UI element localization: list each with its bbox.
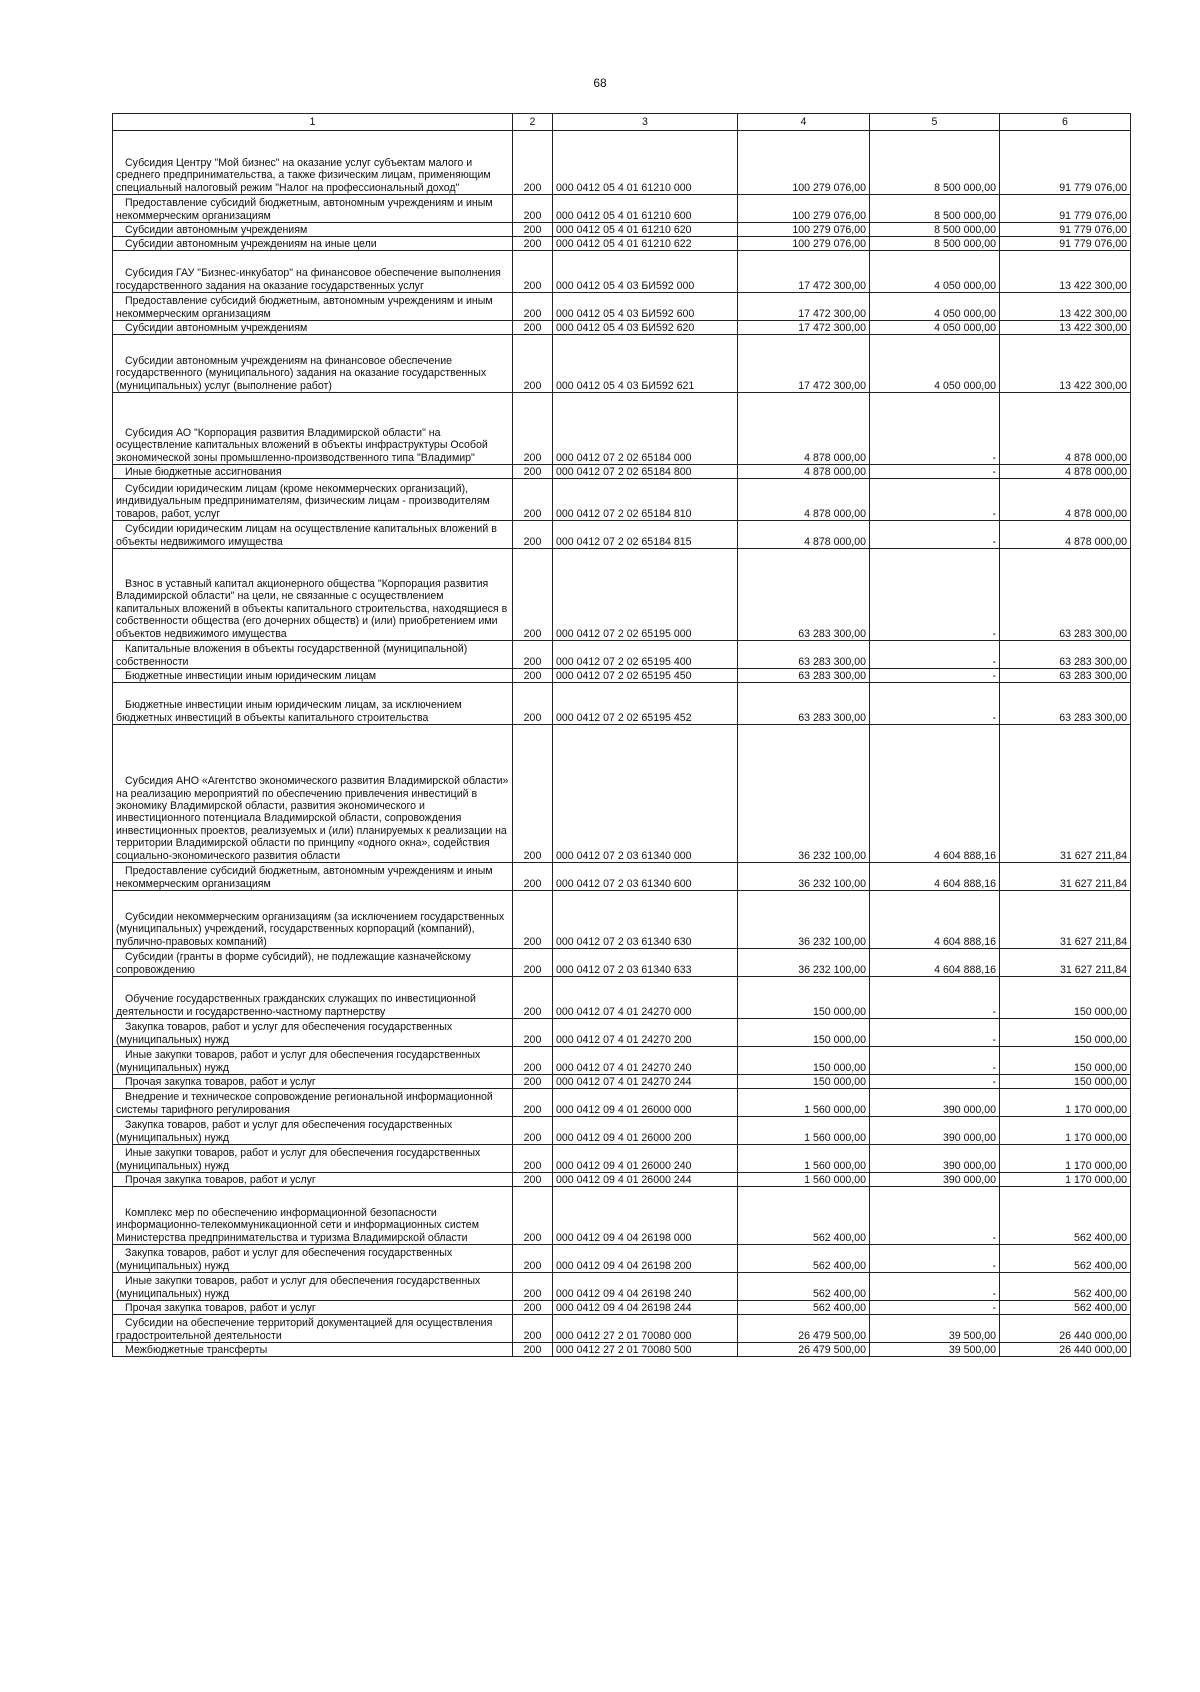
header-cell: 6 — [1000, 114, 1131, 131]
row-code-cell: 200 — [513, 293, 553, 321]
row-remaining-cell: 4 878 000,00 — [1000, 393, 1131, 465]
row-remaining-cell: 31 627 211,84 — [1000, 725, 1131, 863]
row-executed-cell: - — [870, 1273, 1000, 1301]
row-approved-cell: 26 479 500,00 — [738, 1315, 870, 1343]
row-name-cell: Закупка товаров, работ и услуг для обеспечения государственных (муниципальных) нужд — [113, 1245, 513, 1273]
header-cell: 1 — [113, 114, 513, 131]
row-code-cell: 200 — [513, 1343, 553, 1357]
row-budget-code-cell: 000 0412 09 4 01 26000 244 — [553, 1173, 738, 1187]
row-name-cell: Субсидии (гранты в форме субсидий), не подлежащие казначейскому сопровождению — [113, 949, 513, 977]
header-cell: 2 — [513, 114, 553, 131]
row-approved-cell: 36 232 100,00 — [738, 949, 870, 977]
row-remaining-cell: 13 422 300,00 — [1000, 321, 1131, 335]
table-row — [113, 1173, 1131, 1187]
row-name-cell: Бюджетные инвестиции иным юридическим лицам — [113, 669, 513, 683]
row-budget-code-cell: 000 0412 07 2 02 65184 810 — [553, 479, 738, 521]
row-code-cell: 200 — [513, 1075, 553, 1089]
row-code-cell: 200 — [513, 1089, 553, 1117]
row-name-cell: Закупка товаров, работ и услуг для обеспечения государственных (муниципальных) нужд — [113, 1117, 513, 1145]
table-row — [113, 1019, 1131, 1047]
row-code-cell: 200 — [513, 1301, 553, 1315]
row-name-cell: Субсидия АО "Корпорация развития Владимирской области" на осуществление капитальных вложений в объекты инфраструктуры Особой экономической зоны промышленно-производственного типа "Владимир" — [113, 393, 513, 465]
row-budget-code-cell: 000 0412 07 4 01 24270 244 — [553, 1075, 738, 1089]
row-executed-cell: - — [870, 521, 1000, 549]
row-executed-cell: - — [870, 641, 1000, 669]
row-name-cell: Предоставление субсидий бюджетным, автономным учреждениям и иным некоммерческим организациям — [113, 195, 513, 223]
row-approved-cell: 100 279 076,00 — [738, 131, 870, 195]
table-row — [113, 669, 1131, 683]
row-name-cell: Субсидия Центру "Мой бизнес" на оказание услуг субъектам малого и среднего предпринимательства, а также физическим лицам, применяющим специальный налоговый режим "Налог на профессиональный доход" — [113, 131, 513, 195]
row-executed-cell: 8 500 000,00 — [870, 195, 1000, 223]
row-code-cell: 200 — [513, 479, 553, 521]
row-remaining-cell: 4 878 000,00 — [1000, 521, 1131, 549]
row-executed-cell: 4 604 888,16 — [870, 949, 1000, 977]
row-name-cell: Иные бюджетные ассигнования — [113, 465, 513, 479]
row-budget-code-cell: 000 0412 07 2 02 65184 000 — [553, 393, 738, 465]
row-approved-cell: 100 279 076,00 — [738, 237, 870, 251]
table-row — [113, 1117, 1131, 1145]
row-remaining-cell: 26 440 000,00 — [1000, 1315, 1131, 1343]
row-executed-cell: - — [870, 977, 1000, 1019]
row-budget-code-cell: 000 0412 07 2 02 65195 450 — [553, 669, 738, 683]
table-row — [113, 949, 1131, 977]
row-remaining-cell: 63 283 300,00 — [1000, 669, 1131, 683]
row-approved-cell: 26 479 500,00 — [738, 1343, 870, 1357]
row-executed-cell: 4 050 000,00 — [870, 293, 1000, 321]
row-executed-cell: 8 500 000,00 — [870, 237, 1000, 251]
row-budget-code-cell: 000 0412 09 4 04 26198 000 — [553, 1187, 738, 1245]
row-budget-code-cell: 000 0412 05 4 01 61210 000 — [553, 131, 738, 195]
row-remaining-cell: 31 627 211,84 — [1000, 891, 1131, 949]
row-approved-cell: 562 400,00 — [738, 1245, 870, 1273]
table-row — [113, 521, 1131, 549]
table-row — [113, 891, 1131, 949]
row-approved-cell: 150 000,00 — [738, 1075, 870, 1089]
row-approved-cell: 63 283 300,00 — [738, 669, 870, 683]
row-code-cell: 200 — [513, 131, 553, 195]
table-row — [113, 863, 1131, 891]
table-row — [113, 251, 1131, 293]
row-remaining-cell: 562 400,00 — [1000, 1273, 1131, 1301]
row-approved-cell: 100 279 076,00 — [738, 223, 870, 237]
row-approved-cell: 100 279 076,00 — [738, 195, 870, 223]
row-remaining-cell: 63 283 300,00 — [1000, 549, 1131, 641]
row-executed-cell: - — [870, 465, 1000, 479]
row-approved-cell: 36 232 100,00 — [738, 725, 870, 863]
row-code-cell: 200 — [513, 949, 553, 977]
row-code-cell: 200 — [513, 1273, 553, 1301]
row-code-cell: 200 — [513, 237, 553, 251]
table-row — [113, 1301, 1131, 1315]
row-code-cell: 200 — [513, 1245, 553, 1273]
row-approved-cell: 562 400,00 — [738, 1187, 870, 1245]
table-row — [113, 479, 1131, 521]
row-approved-cell: 4 878 000,00 — [738, 479, 870, 521]
row-remaining-cell: 150 000,00 — [1000, 977, 1131, 1019]
row-executed-cell: 4 604 888,16 — [870, 725, 1000, 863]
row-name-cell: Субсидии некоммерческим организациям (за исключением государственных (муниципальных) учреждений, государственных корпораций (компаний), публично-правовых компаний) — [113, 891, 513, 949]
row-approved-cell: 17 472 300,00 — [738, 251, 870, 293]
row-name-cell: Субсидии на обеспечение территорий документацией для осуществления градостроительной деятельности — [113, 1315, 513, 1343]
row-name-cell: Взнос в уставный капитал акционерного общества "Корпорация развития Владимирской области" на цели, не связанные с осуществлением капитальных вложений в объекты капитального строительства, находящиеся в собственности общества (его дочерних обществ) и (или) приобретением ими объектов недвижимого имущества — [113, 549, 513, 641]
row-budget-code-cell: 000 0412 05 4 01 61210 622 — [553, 237, 738, 251]
row-executed-cell: 39 500,00 — [870, 1343, 1000, 1357]
page-number: 68 — [593, 76, 607, 90]
row-remaining-cell: 91 779 076,00 — [1000, 237, 1131, 251]
row-executed-cell: 390 000,00 — [870, 1117, 1000, 1145]
row-approved-cell: 150 000,00 — [738, 977, 870, 1019]
row-executed-cell: 4 604 888,16 — [870, 863, 1000, 891]
row-name-cell: Субсидии автономным учреждениям на иные цели — [113, 237, 513, 251]
row-code-cell: 200 — [513, 891, 553, 949]
table-row — [113, 293, 1131, 321]
row-executed-cell: 8 500 000,00 — [870, 223, 1000, 237]
row-approved-cell: 17 472 300,00 — [738, 335, 870, 393]
table-row — [113, 131, 1131, 195]
row-budget-code-cell: 000 0412 07 2 03 61340 600 — [553, 863, 738, 891]
row-executed-cell: - — [870, 393, 1000, 465]
row-budget-code-cell: 000 0412 05 4 03 БИ592 621 — [553, 335, 738, 393]
row-budget-code-cell: 000 0412 27 2 01 70080 500 — [553, 1343, 738, 1357]
row-remaining-cell: 4 878 000,00 — [1000, 465, 1131, 479]
row-budget-code-cell: 000 0412 05 4 01 61210 620 — [553, 223, 738, 237]
row-remaining-cell: 150 000,00 — [1000, 1019, 1131, 1047]
row-executed-cell: - — [870, 1187, 1000, 1245]
row-approved-cell: 562 400,00 — [738, 1301, 870, 1315]
row-budget-code-cell: 000 0412 07 2 02 65195 452 — [553, 683, 738, 725]
row-approved-cell: 4 878 000,00 — [738, 393, 870, 465]
row-executed-cell: - — [870, 1047, 1000, 1075]
row-approved-cell: 150 000,00 — [738, 1019, 870, 1047]
row-name-cell: Предоставление субсидий бюджетным, автономным учреждениям и иным некоммерческим организациям — [113, 863, 513, 891]
row-budget-code-cell: 000 0412 07 4 01 24270 200 — [553, 1019, 738, 1047]
row-executed-cell: 4 050 000,00 — [870, 251, 1000, 293]
row-executed-cell: - — [870, 549, 1000, 641]
row-budget-code-cell: 000 0412 07 2 02 65184 815 — [553, 521, 738, 549]
row-code-cell: 200 — [513, 641, 553, 669]
row-name-cell: Капитальные вложения в объекты государственной (муниципальной) собственности — [113, 641, 513, 669]
row-budget-code-cell: 000 0412 09 4 04 26198 244 — [553, 1301, 738, 1315]
row-approved-cell: 4 878 000,00 — [738, 465, 870, 479]
table-row — [113, 237, 1131, 251]
row-remaining-cell: 562 400,00 — [1000, 1301, 1131, 1315]
row-remaining-cell: 91 779 076,00 — [1000, 195, 1131, 223]
row-name-cell: Иные закупки товаров, работ и услуг для обеспечения государственных (муниципальных) нужд — [113, 1145, 513, 1173]
row-remaining-cell: 13 422 300,00 — [1000, 251, 1131, 293]
row-name-cell: Субсидии автономным учреждениям — [113, 223, 513, 237]
row-budget-code-cell: 000 0412 07 2 02 65195 400 — [553, 641, 738, 669]
row-executed-cell: - — [870, 1019, 1000, 1047]
table-row — [113, 977, 1131, 1019]
table-header-row — [113, 114, 1131, 131]
row-code-cell: 200 — [513, 465, 553, 479]
row-code-cell: 200 — [513, 1117, 553, 1145]
table-row — [113, 195, 1131, 223]
row-name-cell: Субсидии юридическим лицам (кроме некоммерческих организаций), индивидуальным предпринимателям, физическим лицам - производителям товаров, работ, услуг — [113, 479, 513, 521]
row-remaining-cell: 4 878 000,00 — [1000, 479, 1131, 521]
row-executed-cell: - — [870, 669, 1000, 683]
table-row — [113, 725, 1131, 863]
row-code-cell: 200 — [513, 393, 553, 465]
row-code-cell: 200 — [513, 863, 553, 891]
row-name-cell: Обучение государственных гражданских служащих по инвестиционной деятельности и государственно-частному партнерству — [113, 977, 513, 1019]
row-executed-cell: - — [870, 1075, 1000, 1089]
row-budget-code-cell: 000 0412 07 2 03 61340 630 — [553, 891, 738, 949]
row-name-cell: Внедрение и техническое сопровождение региональной информационной системы тарифного регулирования — [113, 1089, 513, 1117]
budget-table — [112, 113, 1131, 1357]
row-budget-code-cell: 000 0412 05 4 03 БИ592 000 — [553, 251, 738, 293]
row-executed-cell: 390 000,00 — [870, 1089, 1000, 1117]
row-name-cell: Прочая закупка товаров, работ и услуг — [113, 1075, 513, 1089]
row-name-cell: Предоставление субсидий бюджетным, автономным учреждениям и иным некоммерческим организациям — [113, 293, 513, 321]
row-name-cell: Субсидии юридическим лицам на осуществление капитальных вложений в объекты недвижимого имущества — [113, 521, 513, 549]
row-budget-code-cell: 000 0412 27 2 01 70080 000 — [553, 1315, 738, 1343]
row-remaining-cell: 562 400,00 — [1000, 1245, 1131, 1273]
row-code-cell: 200 — [513, 335, 553, 393]
row-name-cell: Бюджетные инвестиции иным юридическим лицам, за исключением бюджетных инвестиций в объекты капитального строительства — [113, 683, 513, 725]
row-budget-code-cell: 000 0412 05 4 03 БИ592 600 — [553, 293, 738, 321]
row-budget-code-cell: 000 0412 09 4 01 26000 240 — [553, 1145, 738, 1173]
row-remaining-cell: 31 627 211,84 — [1000, 863, 1131, 891]
table-row — [113, 1047, 1131, 1075]
row-budget-code-cell: 000 0412 09 4 01 26000 000 — [553, 1089, 738, 1117]
row-budget-code-cell: 000 0412 07 2 02 65195 000 — [553, 549, 738, 641]
row-budget-code-cell: 000 0412 07 2 03 61340 000 — [553, 725, 738, 863]
row-remaining-cell: 13 422 300,00 — [1000, 335, 1131, 393]
table-row — [113, 393, 1131, 465]
row-remaining-cell: 63 283 300,00 — [1000, 641, 1131, 669]
row-executed-cell: 4 604 888,16 — [870, 891, 1000, 949]
row-remaining-cell: 26 440 000,00 — [1000, 1343, 1131, 1357]
row-approved-cell: 150 000,00 — [738, 1047, 870, 1075]
row-budget-code-cell: 000 0412 07 4 01 24270 240 — [553, 1047, 738, 1075]
row-name-cell: Межбюджетные трансферты — [113, 1343, 513, 1357]
row-code-cell: 200 — [513, 549, 553, 641]
row-remaining-cell: 1 170 000,00 — [1000, 1117, 1131, 1145]
row-code-cell: 200 — [513, 669, 553, 683]
row-executed-cell: 39 500,00 — [870, 1315, 1000, 1343]
header-cell: 3 — [553, 114, 738, 131]
row-remaining-cell: 91 779 076,00 — [1000, 223, 1131, 237]
row-remaining-cell: 91 779 076,00 — [1000, 131, 1131, 195]
table-row — [113, 1273, 1131, 1301]
table-row — [113, 1145, 1131, 1173]
table-row — [113, 1187, 1131, 1245]
row-approved-cell: 36 232 100,00 — [738, 863, 870, 891]
row-code-cell: 200 — [513, 223, 553, 237]
row-name-cell: Иные закупки товаров, работ и услуг для обеспечения государственных (муниципальных) нужд — [113, 1273, 513, 1301]
table-row — [113, 223, 1131, 237]
row-remaining-cell: 1 170 000,00 — [1000, 1089, 1131, 1117]
row-budget-code-cell: 000 0412 07 2 02 65184 800 — [553, 465, 738, 479]
row-executed-cell: 390 000,00 — [870, 1145, 1000, 1173]
row-approved-cell: 63 283 300,00 — [738, 549, 870, 641]
row-name-cell: Иные закупки товаров, работ и услуг для обеспечения государственных (муниципальных) нужд — [113, 1047, 513, 1075]
table-row — [113, 1245, 1131, 1273]
row-name-cell: Комплекс мер по обеспечению информационной безопасности информационно-телекоммуникационной сети и информационных систем Министерства предпринимательства и туризма Владимирской области — [113, 1187, 513, 1245]
row-approved-cell: 63 283 300,00 — [738, 683, 870, 725]
row-approved-cell: 1 560 000,00 — [738, 1089, 870, 1117]
row-budget-code-cell: 000 0412 05 4 03 БИ592 620 — [553, 321, 738, 335]
row-approved-cell: 4 878 000,00 — [738, 521, 870, 549]
row-approved-cell: 17 472 300,00 — [738, 293, 870, 321]
table-body — [113, 131, 1131, 1357]
row-budget-code-cell: 000 0412 09 4 04 26198 200 — [553, 1245, 738, 1273]
row-budget-code-cell: 000 0412 05 4 01 61210 600 — [553, 195, 738, 223]
row-remaining-cell: 150 000,00 — [1000, 1047, 1131, 1075]
row-name-cell: Прочая закупка товаров, работ и услуг — [113, 1301, 513, 1315]
row-name-cell: Субсидии автономным учреждениям на финансовое обеспечение государственного (муниципального) задания на оказание государственных (муниципальных) услуг (выполнение работ) — [113, 335, 513, 393]
table-row — [113, 1089, 1131, 1117]
table-row — [113, 465, 1131, 479]
header-cell: 4 — [738, 114, 870, 131]
table-row — [113, 683, 1131, 725]
table-row — [113, 1315, 1131, 1343]
row-executed-cell: 390 000,00 — [870, 1173, 1000, 1187]
row-approved-cell: 63 283 300,00 — [738, 641, 870, 669]
row-approved-cell: 562 400,00 — [738, 1273, 870, 1301]
row-budget-code-cell: 000 0412 09 4 04 26198 240 — [553, 1273, 738, 1301]
row-budget-code-cell: 000 0412 07 4 01 24270 000 — [553, 977, 738, 1019]
row-approved-cell: 1 560 000,00 — [738, 1117, 870, 1145]
row-executed-cell: - — [870, 1245, 1000, 1273]
row-code-cell: 200 — [513, 977, 553, 1019]
row-remaining-cell: 1 170 000,00 — [1000, 1145, 1131, 1173]
header-cell: 5 — [870, 114, 1000, 131]
row-code-cell: 200 — [513, 251, 553, 293]
row-name-cell: Субсидия АНО «Агентство экономического развития Владимирской области» на реализацию мероприятий по обеспечению привлечения инвестиций в экономику Владимирской области, развития экономического и инвестиционного потенциала Владимирской области, сопровождения инвестиционных проектов, реализуемых и (или) планируемых к реализации на территории Владимирской области по принципу «одного окна», содействия социально-экономического развития области — [113, 725, 513, 863]
table-row — [113, 1075, 1131, 1089]
row-code-cell: 200 — [513, 683, 553, 725]
row-name-cell: Субсидия ГАУ "Бизнес-инкубатор" на финансовое обеспечение выполнения государственного задания на оказание государственных услуг — [113, 251, 513, 293]
table-row — [113, 335, 1131, 393]
table-row — [113, 321, 1131, 335]
row-budget-code-cell: 000 0412 09 4 01 26000 200 — [553, 1117, 738, 1145]
row-remaining-cell: 150 000,00 — [1000, 1075, 1131, 1089]
row-approved-cell: 1 560 000,00 — [738, 1173, 870, 1187]
row-code-cell: 200 — [513, 195, 553, 223]
row-name-cell: Прочая закупка товаров, работ и услуг — [113, 1173, 513, 1187]
row-remaining-cell: 13 422 300,00 — [1000, 293, 1131, 321]
row-code-cell: 200 — [513, 521, 553, 549]
table-row — [113, 1343, 1131, 1357]
row-remaining-cell: 562 400,00 — [1000, 1187, 1131, 1245]
row-code-cell: 200 — [513, 1187, 553, 1245]
row-name-cell: Закупка товаров, работ и услуг для обеспечения государственных (муниципальных) нужд — [113, 1019, 513, 1047]
row-remaining-cell: 31 627 211,84 — [1000, 949, 1131, 977]
table-row — [113, 549, 1131, 641]
row-code-cell: 200 — [513, 321, 553, 335]
row-executed-cell: - — [870, 683, 1000, 725]
row-code-cell: 200 — [513, 1019, 553, 1047]
row-approved-cell: 36 232 100,00 — [738, 891, 870, 949]
row-code-cell: 200 — [513, 1047, 553, 1075]
row-approved-cell: 17 472 300,00 — [738, 321, 870, 335]
row-executed-cell: 4 050 000,00 — [870, 335, 1000, 393]
row-executed-cell: - — [870, 1301, 1000, 1315]
row-approved-cell: 1 560 000,00 — [738, 1145, 870, 1173]
row-code-cell: 200 — [513, 1145, 553, 1173]
row-executed-cell: 4 050 000,00 — [870, 321, 1000, 335]
row-code-cell: 200 — [513, 1173, 553, 1187]
row-remaining-cell: 1 170 000,00 — [1000, 1173, 1131, 1187]
table-row — [113, 641, 1131, 669]
row-code-cell: 200 — [513, 1315, 553, 1343]
row-executed-cell: - — [870, 479, 1000, 521]
row-code-cell: 200 — [513, 725, 553, 863]
row-remaining-cell: 63 283 300,00 — [1000, 683, 1131, 725]
row-name-cell: Субсидии автономным учреждениям — [113, 321, 513, 335]
row-budget-code-cell: 000 0412 07 2 03 61340 633 — [553, 949, 738, 977]
row-executed-cell: 8 500 000,00 — [870, 131, 1000, 195]
